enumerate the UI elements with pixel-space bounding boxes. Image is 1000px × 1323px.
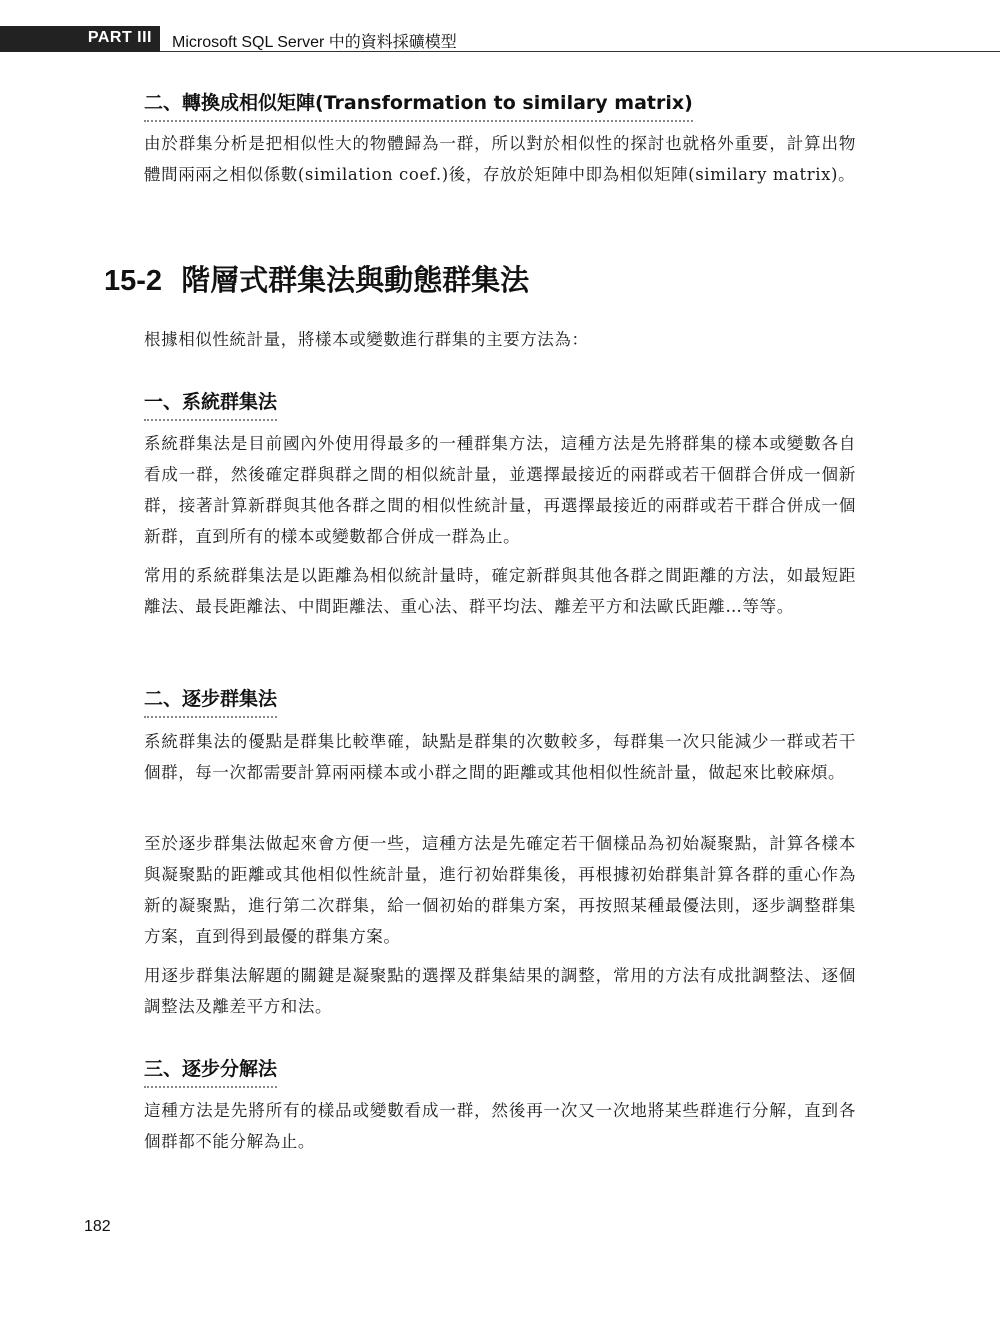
similar-matrix-heading [144, 88, 693, 122]
running-header [0, 26, 1000, 52]
subsection-heading-2 [144, 684, 277, 718]
subsection-heading-1 [144, 387, 277, 421]
section-title: 階層式群集法與動態群集法 [181, 263, 530, 297]
section-number: 15-2 [104, 265, 163, 297]
part-badge [0, 26, 160, 52]
intro-paragraph: 根據相似性統計量，將樣本或變數進行群集的主要方法為： [144, 330, 589, 349]
chapter-title: Microsoft SQL Server 中的資料採礦模型 [172, 34, 457, 51]
subsection-1-paragraph-1: 系統群集法是目前國內外使用得最多的一種群集方法，這種方法是先將群集的樣本或變數各自看成一群，然後確定群與群之間的相似統計量，並選擇最接近的兩群或若干個群合併成一個新群，接著計算新群與其他各群之間的相似性統計量，再選擇最接近的兩群或若干群合併成一個新群，直到所有的樣本或變數都合併成一群為止。 [144, 434, 856, 546]
similar-matrix-paragraph: 由於群集分析是把相似性大的物體歸為一群，所以對於相似性的探討也就格外重要，計算出物體間兩兩之相似係數(similation coef.)後，存放於矩陣中即為相似矩陣(similary matrix)。 [144, 134, 856, 184]
page-number: 182 [84, 1218, 111, 1235]
subsection-heading-3-text: 三、逐步分解法 [144, 1058, 278, 1080]
subsection-2-paragraph-3: 用逐步群集法解題的關鍵是凝聚點的選擇及群集結果的調整，常用的方法有成批調整法、逐個調整法及離差平方和法。 [144, 966, 856, 1016]
subsection-1-paragraph-2: 常用的系統群集法是以距離為相似統計量時，確定新群與其他各群之間距離的方法，如最短距離法、最長距離法、中間距離法、重心法、群平均法、離差平方和法歐氏距離…等等。 [144, 566, 856, 616]
subsection-3-paragraph-1: 這種方法是先將所有的樣品或變數看成一群，然後再一次又一次地將某些群進行分解，直到各個群都不能分解為止。 [144, 1101, 856, 1151]
header-rule [160, 51, 1000, 52]
subsection-heading-2-text: 二、逐步群集法 [144, 688, 278, 710]
subsection-2-paragraph-1: 系統群集法的優點是群集比較準確，缺點是群集的次數較多，每群集一次只能減少一群或若干個群，每一次都需要計算兩兩樣本或小群之間的距離或其他相似性統計量，做起來比較麻煩。 [144, 732, 856, 782]
part-label: PART III [87, 29, 152, 46]
subsection-heading-3 [144, 1054, 277, 1088]
subsection-heading-1-text: 一、系統群集法 [144, 391, 278, 413]
similar-matrix-heading-text: 二、轉換成相似矩陣(Transformation to similary matrix) [144, 92, 693, 114]
subsection-2-paragraph-2: 至於逐步群集法做起來會方便一些，這種方法是先確定若干個樣品為初始凝聚點，計算各樣本與凝聚點的距離或其他相似性統計量，進行初始群集後，再根據初始群集計算各群的重心作為新的凝聚點，進行第二次群集，給一個初始的群集方案，再按照某種最優法則，逐步調整群集方案，直到得到最優的群集方案。 [144, 834, 856, 946]
section-heading [104, 258, 529, 299]
